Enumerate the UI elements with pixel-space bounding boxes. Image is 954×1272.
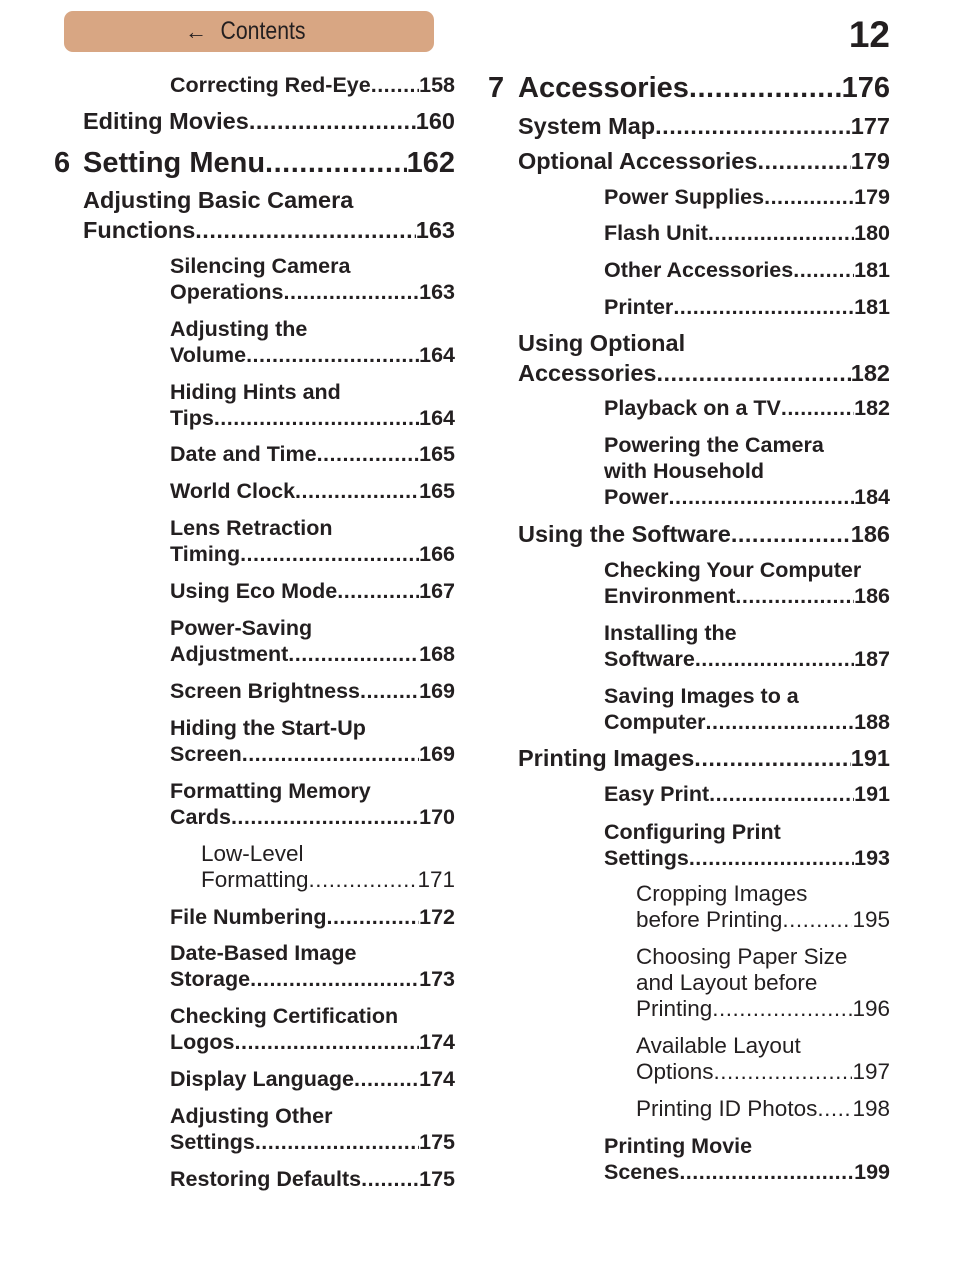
- entry-title: Screen Brightness: [170, 679, 360, 703]
- entry-page-number: 184: [854, 485, 890, 509]
- toc-entry[interactable]: [170, 316, 455, 368]
- dot-leader: [249, 106, 416, 136]
- entry-page-number: 165: [419, 479, 455, 503]
- entry-page-number: 191: [854, 782, 890, 806]
- entry-title: Editing Movies: [83, 108, 249, 134]
- entry-page-number: 187: [854, 647, 890, 671]
- entry-title: Software: [604, 647, 695, 671]
- entry-title-line: Checking Your Computer: [604, 558, 862, 582]
- dot-leader: [764, 184, 854, 210]
- entry-page-number: 176: [841, 72, 890, 104]
- entry-title: Screen: [170, 742, 242, 766]
- toc-entry[interactable]: [170, 1166, 455, 1192]
- entry-title-line: Using Optional: [518, 330, 686, 356]
- dot-leader: [757, 146, 850, 176]
- dot-leader: [371, 72, 419, 98]
- dot-leader: [782, 907, 852, 933]
- dot-leader: [735, 583, 854, 609]
- toc-entry[interactable]: [170, 478, 455, 504]
- toc-entry[interactable]: [170, 253, 455, 305]
- entry-page-number: 169: [419, 742, 455, 766]
- dot-leader: [679, 1159, 854, 1185]
- contents-button[interactable]: [64, 11, 434, 52]
- toc-entry[interactable]: [170, 678, 455, 704]
- chapter-number: 6: [54, 147, 71, 179]
- entry-title-line: Lens Retraction: [170, 516, 333, 540]
- entry-title: Playback on a TV: [604, 396, 781, 420]
- entry-page-number: 179: [850, 148, 890, 174]
- entry-title-line: Low-Level: [201, 841, 304, 866]
- entry-title: Setting Menu: [83, 147, 266, 179]
- toc-entry[interactable]: [83, 185, 455, 245]
- entry-title: Printing ID Photos: [636, 1096, 818, 1121]
- dot-leader: [309, 867, 418, 893]
- entry-page-number: 166: [419, 542, 455, 566]
- entry-page-number: 165: [419, 442, 455, 466]
- dot-leader: [695, 646, 854, 672]
- dot-leader: [337, 578, 419, 604]
- entry-page-number: 164: [419, 406, 455, 430]
- toc-entry[interactable]: [170, 715, 455, 767]
- entry-title-line: Formatting Memory: [170, 779, 371, 803]
- dot-leader: [712, 996, 852, 1022]
- entry-page-number: 173: [419, 967, 455, 991]
- dot-leader: [360, 678, 419, 704]
- entry-title-line: Choosing Paper Size: [636, 944, 848, 969]
- entry-title: Restoring Defaults: [170, 1167, 362, 1191]
- entry-page-number: 163: [415, 217, 455, 243]
- entry-title: Using the Software: [518, 521, 731, 547]
- entry-title-line: Checking Certification: [170, 1004, 399, 1028]
- toc-entry[interactable]: [518, 743, 890, 773]
- entry-page-number: 174: [419, 1067, 455, 1091]
- toc-entry[interactable]: [518, 519, 890, 549]
- arrow-left-icon: ←: [184, 18, 207, 44]
- entry-page-number: 174: [419, 1030, 455, 1054]
- toc-entry[interactable]: [170, 940, 455, 992]
- entry-page-number: 167: [419, 579, 455, 603]
- toc-entry[interactable]: [170, 515, 455, 567]
- entry-title-line: Power-Saving: [170, 616, 313, 640]
- dot-leader: [195, 215, 416, 245]
- entry-title: Other Accessories: [604, 258, 794, 282]
- entry-page-number: 181: [854, 295, 890, 319]
- entry-title: Power Supplies: [604, 185, 765, 209]
- entry-page-number: 180: [854, 221, 890, 245]
- entry-page-number: 188: [854, 710, 890, 734]
- toc-entry[interactable]: [604, 432, 890, 510]
- entry-title-line: Powering the Camera: [604, 433, 824, 457]
- dot-leader: [657, 358, 851, 388]
- dot-leader: [669, 484, 855, 510]
- dot-leader: [731, 519, 851, 549]
- toc-entry[interactable]: [83, 106, 455, 136]
- entry-title: Display Language: [170, 1067, 354, 1091]
- toc-entry[interactable]: [170, 1003, 455, 1055]
- entry-title: Printer: [604, 295, 674, 319]
- toc-entry[interactable]: [201, 841, 455, 893]
- dot-leader: [288, 641, 419, 667]
- toc-entry[interactable]: [604, 620, 890, 672]
- entry-title: Using Eco Mode: [170, 579, 338, 603]
- entry-title: Cards: [170, 805, 231, 829]
- entry-page-number: 182: [854, 396, 890, 420]
- dot-leader: [709, 781, 854, 807]
- toc-entry[interactable]: [604, 683, 890, 735]
- dot-leader: [250, 966, 419, 992]
- dot-leader: [714, 1059, 853, 1085]
- dot-leader: [361, 1166, 419, 1192]
- toc-entry[interactable]: [518, 328, 890, 388]
- entry-title: Scenes: [604, 1160, 680, 1184]
- entry-title: Adjustment: [170, 642, 289, 666]
- entry-title: Accessories: [518, 360, 657, 386]
- entry-title: World Clock: [170, 479, 296, 503]
- dot-leader: [284, 279, 420, 305]
- entry-page-number: 163: [419, 280, 455, 304]
- chapter-number: 7: [488, 72, 505, 104]
- entry-title: Optional Accessories: [518, 148, 758, 174]
- entry-page-number: 164: [419, 343, 455, 367]
- entry-page-number: 175: [419, 1130, 455, 1154]
- entry-title: Tips: [170, 406, 214, 430]
- dot-leader: [781, 395, 854, 421]
- page-number: 12: [848, 14, 890, 55]
- toc-entry[interactable]: [518, 146, 890, 176]
- entry-page-number: 186: [854, 584, 890, 608]
- dot-leader: [689, 73, 842, 103]
- toc-entry[interactable]: [636, 881, 890, 933]
- toc-entry[interactable]: [170, 379, 455, 431]
- toc-entry[interactable]: [604, 819, 890, 871]
- entry-title: Formatting: [201, 867, 309, 892]
- toc-entry[interactable]: [170, 441, 455, 467]
- dot-leader: [255, 1129, 419, 1155]
- entry-title: Timing: [170, 542, 241, 566]
- entry-title: Operations: [170, 280, 284, 304]
- dot-leader: [242, 741, 419, 767]
- toc-entry[interactable]: [170, 72, 455, 98]
- toc-entry[interactable]: [170, 904, 455, 930]
- entry-page-number: 199: [854, 1160, 890, 1184]
- entry-title: Flash Unit: [604, 221, 708, 245]
- entry-page-number: 172: [419, 905, 455, 929]
- entry-page-number: 160: [415, 108, 455, 134]
- contents-label: Contents: [220, 17, 306, 45]
- entry-title-line: Adjusting Other: [170, 1104, 333, 1128]
- dot-leader: [246, 342, 419, 368]
- entry-title: Environment: [604, 584, 736, 608]
- dot-leader: [231, 804, 419, 830]
- dot-leader: [235, 1029, 420, 1055]
- toc-entry[interactable]: [170, 778, 455, 830]
- entry-page-number: 196: [852, 996, 890, 1021]
- entry-page-number: 193: [854, 846, 890, 870]
- toc-entry[interactable]: [604, 220, 890, 246]
- entry-title-line: Hiding the Start-Up: [170, 716, 366, 740]
- entry-title-line: Available Layout: [636, 1033, 801, 1058]
- dot-leader: [706, 709, 855, 735]
- entry-title-line: Cropping Images: [636, 881, 808, 906]
- toc-entry[interactable]: [170, 1103, 455, 1155]
- entry-title: File Numbering: [170, 905, 327, 929]
- toc-entry[interactable]: [636, 1033, 890, 1085]
- entry-title: Easy Print: [604, 782, 710, 806]
- dot-leader: [655, 111, 851, 141]
- entry-title-line: with Household: [604, 459, 765, 483]
- entry-title-line: and Layout before: [636, 970, 818, 995]
- toc-entry[interactable]: [636, 944, 890, 1022]
- entry-title-line: Saving Images to a: [604, 684, 799, 708]
- dot-leader: [694, 743, 850, 773]
- chapter-entry[interactable]: [518, 73, 890, 103]
- chapter-entry[interactable]: [83, 148, 455, 178]
- dot-leader: [214, 405, 419, 431]
- toc-entry[interactable]: [170, 578, 455, 604]
- toc-entry[interactable]: [604, 781, 890, 807]
- entry-title: Power: [604, 485, 669, 509]
- entry-page-number: 181: [854, 258, 890, 282]
- entry-title: Logos: [170, 1030, 235, 1054]
- toc-entry[interactable]: [518, 111, 890, 141]
- toc-entry[interactable]: [636, 1096, 890, 1122]
- entry-title-line: Configuring Print: [604, 820, 781, 844]
- entry-title: Settings: [604, 846, 689, 870]
- entry-page-number: 158: [419, 73, 455, 97]
- dot-leader: [354, 1066, 419, 1092]
- toc-entry[interactable]: [604, 294, 890, 320]
- entry-page-number: 191: [850, 745, 890, 771]
- entry-title: Computer: [604, 710, 706, 734]
- entry-title-line: Printing Movie: [604, 1134, 753, 1158]
- entry-page-number: 198: [852, 1096, 890, 1121]
- entry-title: System Map: [518, 113, 656, 139]
- dot-leader: [326, 904, 419, 930]
- dot-leader: [793, 257, 854, 283]
- toc-entry[interactable]: [604, 395, 890, 421]
- entry-page-number: 162: [406, 147, 455, 179]
- entry-page-number: 186: [850, 521, 890, 547]
- entry-page-number: 177: [850, 113, 890, 139]
- dot-leader: [317, 441, 420, 467]
- toc-entry[interactable]: [604, 557, 890, 609]
- dot-leader: [295, 478, 419, 504]
- toc-entry[interactable]: [170, 615, 455, 667]
- entry-page-number: 175: [419, 1167, 455, 1191]
- entry-page-number: 179: [854, 185, 890, 209]
- entry-page-number: 182: [850, 360, 890, 386]
- toc-entry[interactable]: [170, 1066, 455, 1092]
- entry-title-line: Silencing Camera: [170, 254, 351, 278]
- dot-leader: [708, 220, 854, 246]
- entry-title-line: Hiding Hints and: [170, 380, 341, 404]
- entry-title: Settings: [170, 1130, 255, 1154]
- entry-title: Options: [636, 1059, 714, 1084]
- entry-title: Date and Time: [170, 442, 317, 466]
- dot-leader: [689, 845, 854, 871]
- entry-title: Accessories: [518, 72, 689, 104]
- dot-leader: [240, 541, 419, 567]
- toc-entry[interactable]: [604, 257, 890, 283]
- entry-title-line: Date-Based Image: [170, 941, 357, 965]
- entry-title: Functions: [83, 217, 196, 243]
- entry-page-number: 195: [852, 907, 890, 932]
- entry-page-number: 170: [419, 805, 455, 829]
- dot-leader: [817, 1096, 852, 1122]
- entry-title-line: Adjusting the: [170, 317, 308, 341]
- toc-entry[interactable]: [604, 184, 890, 210]
- entry-title: Correcting Red-Eye: [170, 73, 371, 97]
- toc-entry[interactable]: [604, 1133, 890, 1185]
- entry-page-number: 197: [852, 1059, 890, 1084]
- entry-page-number: 171: [417, 867, 455, 892]
- entry-title: Printing Images: [518, 745, 695, 771]
- entry-title: Storage: [170, 967, 251, 991]
- entry-title-line: Adjusting Basic Camera: [83, 187, 354, 213]
- entry-page-number: 168: [419, 642, 455, 666]
- entry-page-number: 169: [419, 679, 455, 703]
- entry-title-line: Installing the: [604, 621, 737, 645]
- entry-title: before Printing: [636, 907, 783, 932]
- entry-title: Volume: [170, 343, 247, 367]
- dot-leader: [265, 148, 407, 178]
- entry-title: Printing: [636, 996, 713, 1021]
- dot-leader: [673, 294, 854, 320]
